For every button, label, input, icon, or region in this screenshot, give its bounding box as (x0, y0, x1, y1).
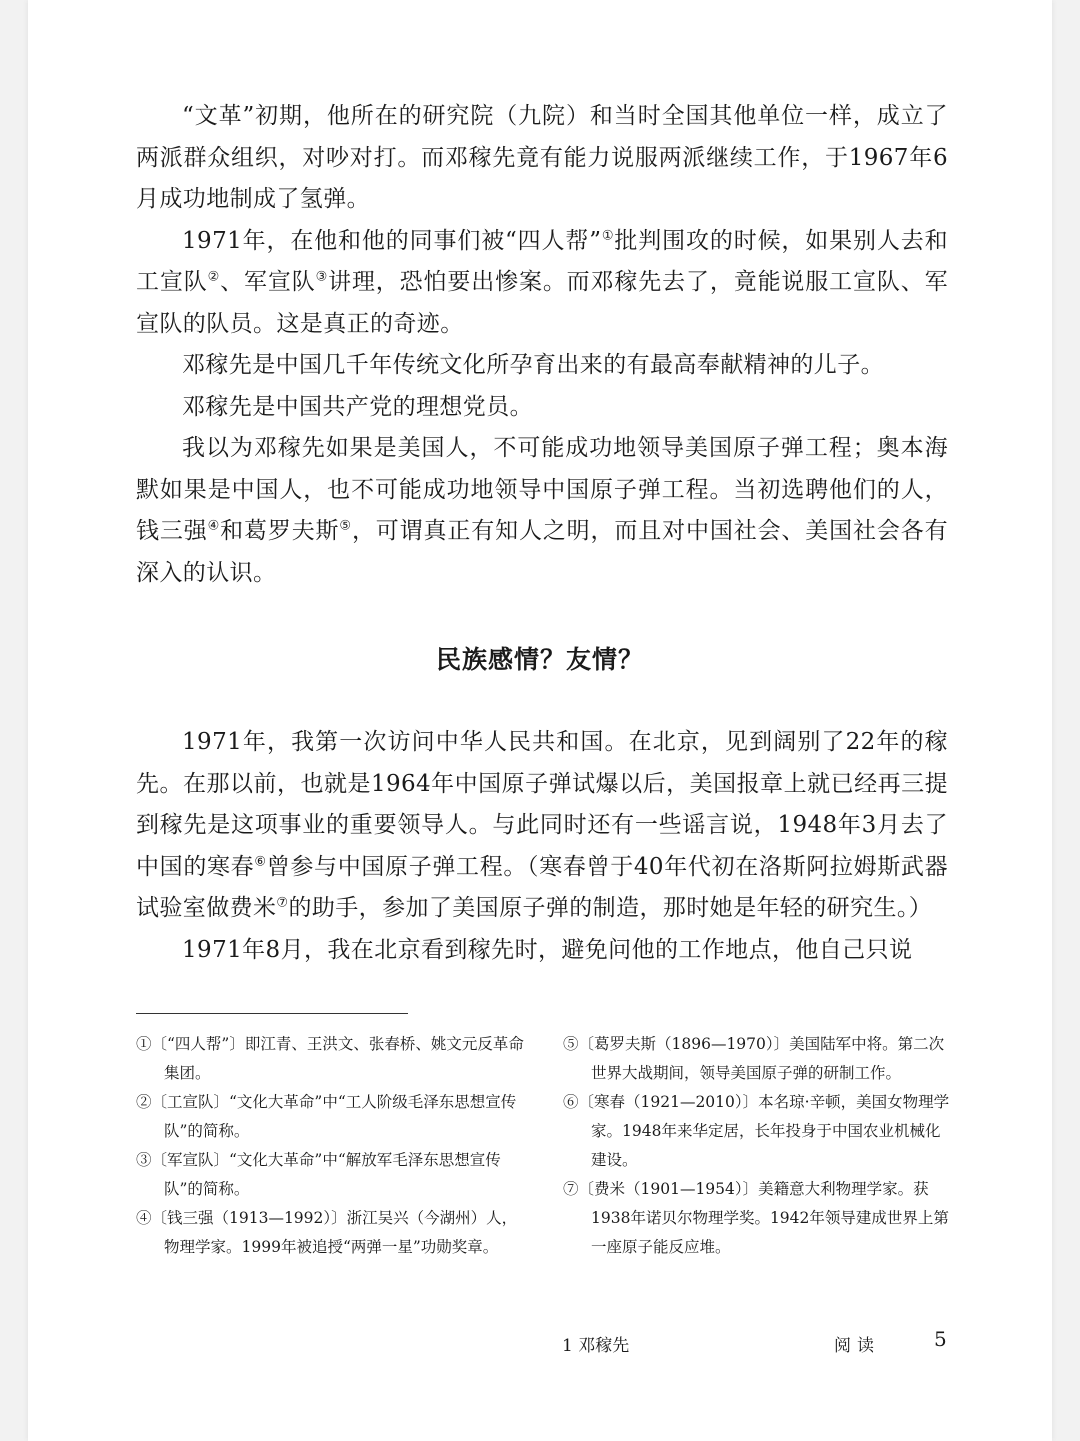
paragraph: 邓稼先是中国共产党的理想党员。 (182, 393, 533, 420)
paragraph: 我以为邓稼先如果是美国人，不可能成功地领导美国原子弹工程；奥本海默如果是中国人，也不可能成功地领导中国原子弹工程。当初选聘他们的人，钱三强④和葛罗夫斯⑤，可谓真正有知人之明，而且对中国社会、美国社会各有深入的认识。 (136, 435, 948, 586)
footnote-divider (136, 1013, 408, 1014)
footnote: ①〔“四人帮”〕即江青、王洪文、张春桥、姚文元反革命集团。 (136, 1035, 524, 1082)
book-page (28, 0, 1052, 1441)
footnote: ⑤〔葛罗夫斯（1896—1970）〕美国陆军中将。第二次世界大战期间，领导美国原子弹的研制工作。 (563, 1035, 945, 1082)
page-number: 5 (934, 1327, 947, 1351)
footnote-ref[interactable]: ① (601, 227, 615, 243)
footnote-ref[interactable]: ② (207, 269, 221, 285)
footnote: ③〔军宣队〕“文化大革命”中“解放军毛泽东思想宣传队”的简称。 (136, 1151, 501, 1198)
footnote-ref[interactable]: ④ (207, 518, 221, 534)
paragraph: 1971年，在他和他的同事们被“四人帮”①批判围攻的时候，如果别人去和工宣队②、军宣队③讲理，恐怕要出惨案。而邓稼先去了，竟能说服工宣队、军宣队的队员。这是真正的奇迹。 (136, 227, 948, 337)
paragraph: “文革”初期，他所在的研究院（九院）和当时全国其他单位一样，成立了两派群众组织，对吵对打。而邓稼先竟有能力说服两派继续工作，于1967年6月成功地制成了氢弹。 (136, 103, 948, 212)
paragraph: 邓稼先是中国几千年传统文化所孕育出来的有最高奉献精神的儿子。 (182, 352, 884, 378)
footnote-ref[interactable]: ③ (315, 269, 329, 285)
footnotes-right (563, 1030, 955, 1262)
footnotes-left (136, 1030, 528, 1262)
footnote-ref[interactable]: ⑥ (254, 853, 267, 869)
footnote-ref[interactable]: ⑤ (339, 518, 352, 534)
paragraph: 1971年，我第一次访问中华人民共和国。在北京，见到阔别了22年的稼先。在那以前，也就是1964年中国原子弹试爆以后，美国报章上就已经再三提到稼先是这项事业的重要领导人。与此同时还有一些谣言说，1948年3月去了中国的寒春⑥曾参与中国原子弹工程。（寒春曾于40年代初在洛斯阿拉姆斯武器试验室做费米⑦的助手，参加了美国原子弹的制造，那时她是年轻的研究生。） (136, 729, 948, 921)
footnote: ⑥〔寒春（1921—2010）〕本名琼·辛顿，美国女物理学家。1948年来华定居，长年投身于中国农业机械化建设。 (563, 1093, 950, 1169)
footnote: ⑦〔费米（1901—1954）〕美籍意大利物理学家。获1938年诺贝尔物理学奖。1942年领导建成世界上第一座原子能反应堆。 (563, 1180, 949, 1256)
footnote: ④〔钱三强（1913—1992）〕浙江吴兴（今湖州）人，物理学家。1999年被追授“两弹一星”功勋奖章。 (136, 1209, 518, 1256)
body-text-bottom (136, 722, 948, 971)
paragraph: 1971年8月，我在北京看到稼先时，避免问他的工作地点，他自己只说 (182, 936, 913, 963)
section-title: 民族感情？友情？ (435, 645, 644, 674)
body-text-top (136, 96, 948, 594)
footer-section: 阅读 (834, 1336, 880, 1356)
footnote: ②〔工宣队〕“文化大革命”中“工人阶级毛泽东思想宣传队”的简称。 (136, 1093, 517, 1140)
footer-chapter: 1 邓稼先 (562, 1336, 630, 1356)
footnote-ref[interactable]: ⑦ (276, 895, 289, 911)
